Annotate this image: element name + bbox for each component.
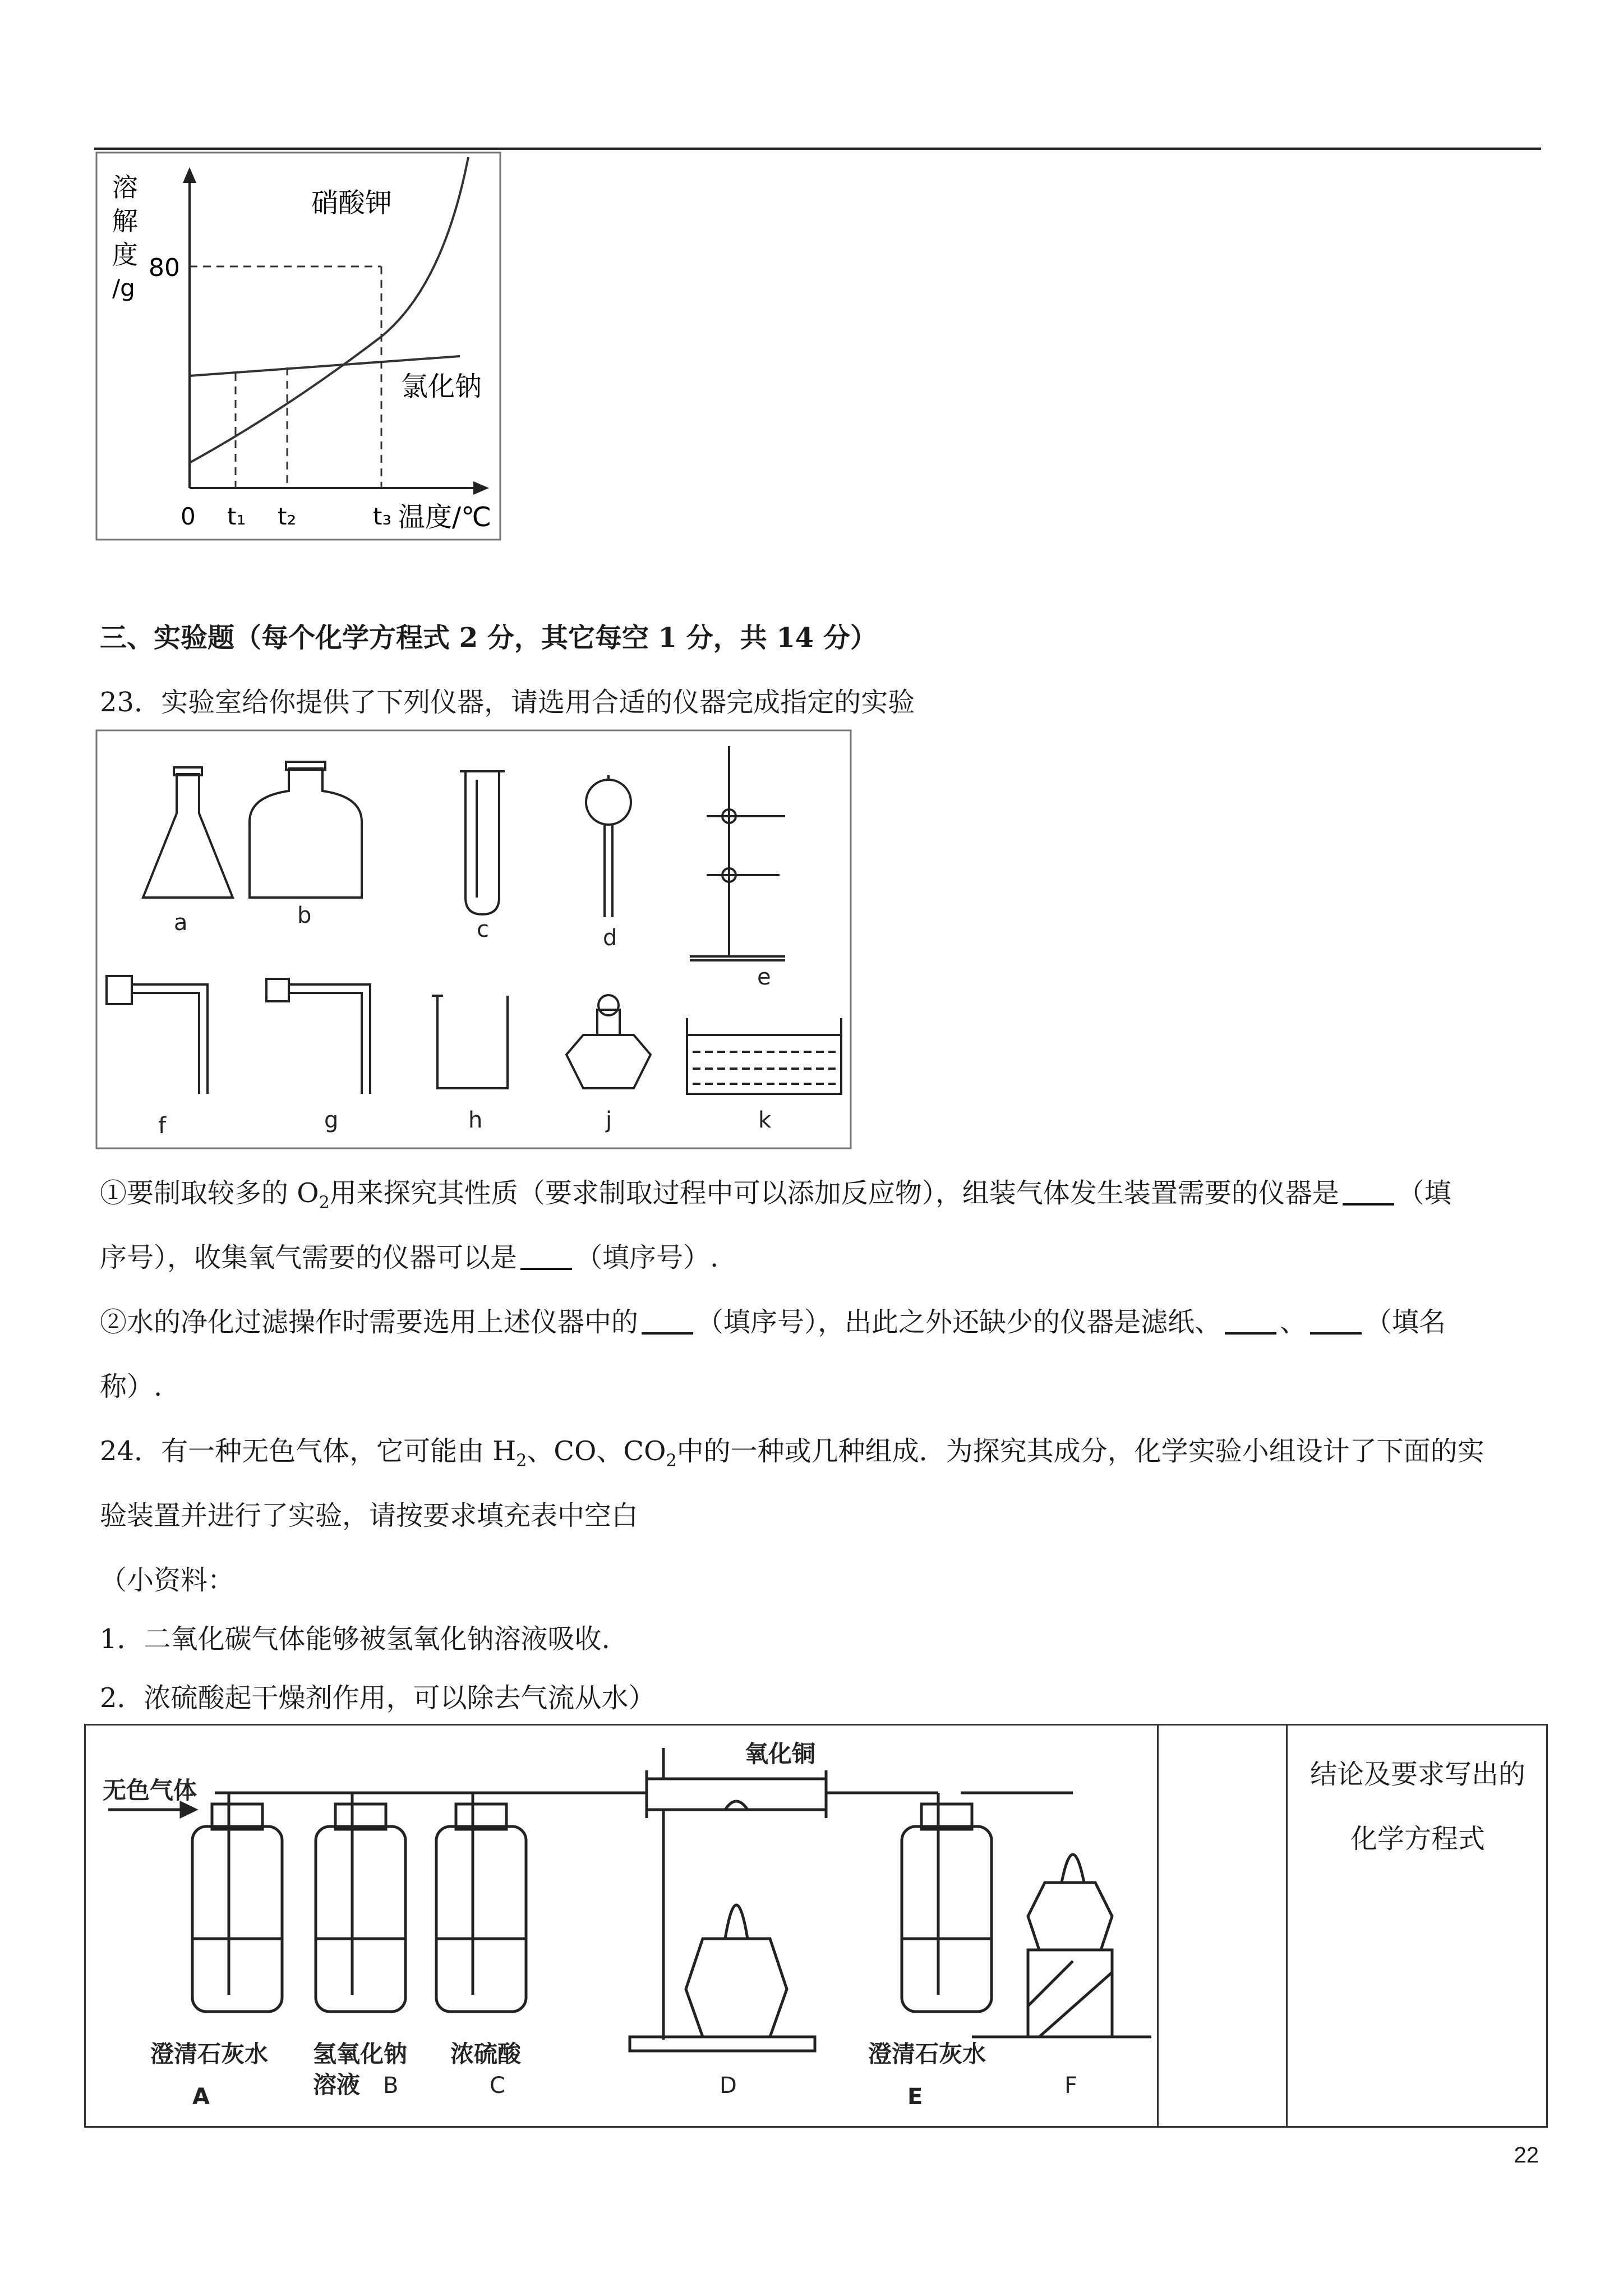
experiment-table xyxy=(84,1724,1548,2128)
bottle-b-name-1: 氢氧化钠 xyxy=(313,2040,408,2068)
y-axis-label-1: 溶 xyxy=(112,172,138,203)
q23-stem: 23．实验室给你提供了下列仪器，请选用合适的仪器完成指定的实验 xyxy=(100,687,915,718)
gas-bottle-icon xyxy=(250,769,362,898)
letter-c: C xyxy=(490,2073,505,2099)
alcohol-lamp-icon xyxy=(566,1035,651,1088)
label-e: e xyxy=(757,964,771,990)
water-trough-icon xyxy=(687,1018,841,1094)
answer-blank[interactable] xyxy=(642,1308,693,1335)
letter-e: E xyxy=(907,2084,923,2110)
bottle-a-name: 澄清石灰水 xyxy=(150,2040,269,2068)
q24-line1: 24．有一种无色气体，它可能由 $H_2$、CO、$CO_2$中的一种或几种组成．为探究其成分，化学实验小组设计了下面的实 xyxy=(100,1435,1484,1471)
conical-flask-icon xyxy=(143,774,233,898)
letter-b: B xyxy=(383,2073,399,2099)
bottle-b-icon xyxy=(316,1793,405,2012)
x-axis-arrow xyxy=(473,481,489,495)
x-tick-0: 0 xyxy=(181,503,196,530)
bottle-b-name-2: 溶液 xyxy=(313,2071,361,2099)
y-axis-label-4: /g xyxy=(112,274,135,302)
series-label-kno3: 硝酸钾 xyxy=(311,187,393,219)
q24-line2: 验装置并进行了实验，请按要求填充表中空白 xyxy=(100,1500,639,1531)
label-f: f xyxy=(158,1113,167,1139)
bottle-c-icon xyxy=(436,1793,526,2012)
bottle-c-name: 浓硫酸 xyxy=(450,2040,522,2068)
page-number: 22 xyxy=(1514,2143,1539,2168)
bottle-a-icon xyxy=(192,1793,282,2012)
bottle-e-icon xyxy=(902,1793,992,2012)
answer-blank[interactable] xyxy=(520,1243,572,1270)
experiment-setup-diagram xyxy=(86,1726,1154,2127)
x-tick-t2: t₂ xyxy=(278,503,297,530)
conclusion-header: 结论及要求写出的化学方程式 xyxy=(1310,1759,1525,1855)
q24-note-2: 2．浓硫酸起干燥剂作用，可以除去气流从水） xyxy=(100,1682,656,1714)
cuo-label: 氧化铜 xyxy=(745,1740,816,1768)
combustion-tube-icon xyxy=(630,1748,826,2051)
y-axis-label-3: 度 xyxy=(112,240,138,270)
beaker-icon xyxy=(437,996,508,1088)
label-g: g xyxy=(324,1107,339,1133)
x-axis-label: 温度/℃ xyxy=(398,501,492,533)
x-tick-t3: t₃ xyxy=(373,503,392,530)
q24-note-1: 1．二氧化碳气体能够被氢氧化钠溶液吸收. xyxy=(100,1623,610,1655)
label-j: j xyxy=(606,1107,612,1133)
y-axis-arrow xyxy=(183,167,196,183)
y-tick-80: 80 xyxy=(149,254,180,282)
letter-a: A xyxy=(192,2084,210,2110)
gas-label: 无色气体 xyxy=(103,1777,197,1804)
table-divider xyxy=(1157,1726,1159,2126)
delivery-tube-g-icon xyxy=(266,979,289,1001)
y-axis-label-2: 解 xyxy=(112,206,138,236)
header-rule xyxy=(94,148,1541,150)
apparatus-figure xyxy=(95,729,852,1150)
solubility-chart xyxy=(95,151,502,544)
funnel-icon xyxy=(586,780,631,825)
answer-blank[interactable] xyxy=(1225,1308,1276,1335)
q23-part1-line2: 序号），收集氧气需要的仪器可以是 （填序号）. xyxy=(100,1242,719,1273)
q23-part1-line1: ①要制取较多的 $O_2$用来探究其性质（要求制取过程中可以添加反应物），组装气体发生装置需要的仪器是 （填 xyxy=(100,1177,1451,1213)
letter-d: D xyxy=(720,2073,737,2099)
answer-blank[interactable] xyxy=(1310,1308,1362,1335)
q24-note-open: （小资料： xyxy=(100,1565,235,1596)
label-d: d xyxy=(603,925,617,951)
delivery-tube-f-icon xyxy=(107,976,132,1004)
burner-f-icon xyxy=(1028,1855,1112,2037)
section-title: 三、实验题（每个化学方程式 2 分，其它每空 1 分，共 14 分） xyxy=(100,622,877,654)
answer-blank[interactable] xyxy=(1343,1179,1394,1205)
bottle-e-name: 澄清石灰水 xyxy=(868,2040,986,2068)
table-divider xyxy=(1286,1726,1288,2126)
q23-part2-line2: 称）. xyxy=(100,1371,163,1402)
q23-part2-line1: ②水的净化过滤操作时需要选用上述仪器中的 （填序号），出此之外还缺少的仪器是滤纸、 、 （填名 xyxy=(100,1306,1446,1338)
series-label-nacl: 氯化钠 xyxy=(401,371,482,402)
x-tick-t1: t₁ xyxy=(227,503,246,530)
letter-f: F xyxy=(1064,2073,1078,2099)
label-c: c xyxy=(477,917,489,942)
label-k: k xyxy=(758,1107,772,1133)
label-a: a xyxy=(174,910,188,936)
test-tube-icon xyxy=(465,771,499,914)
label-b: b xyxy=(297,903,312,928)
chart-frame xyxy=(96,153,500,540)
label-h: h xyxy=(468,1107,483,1133)
